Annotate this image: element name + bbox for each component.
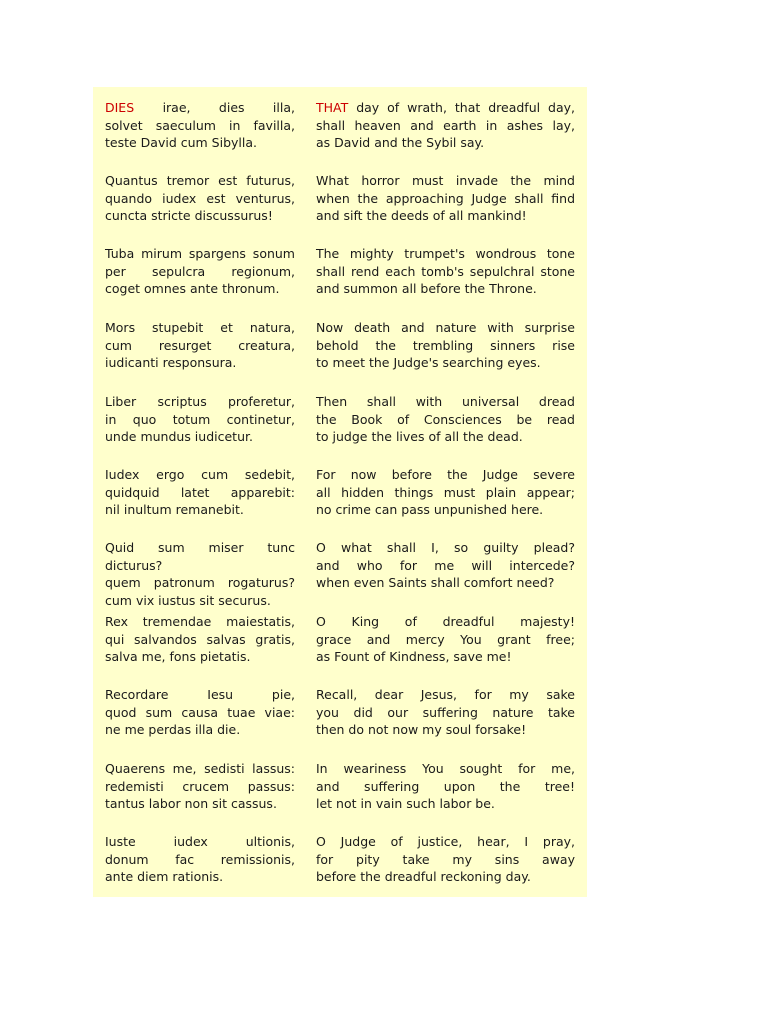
english-verse-line: Recall, dear Jesus, for my sake <box>316 687 575 702</box>
latin-verse-line: ne me perdas illa die. <box>105 722 241 737</box>
latin-verse-line: Mors stupebit et natura, <box>105 320 295 335</box>
english-verse-line: The mighty trumpet's wondrous tone <box>316 246 575 261</box>
latin-verse-line: quidquid latet apparebit: <box>105 484 295 500</box>
latin-verse-line: donum fac remissionis, <box>105 851 295 867</box>
english-stanza <box>316 466 575 519</box>
english-verse-line: grace and mercy You grant free; <box>316 631 575 647</box>
latin-stanza <box>105 99 295 152</box>
english-stanza <box>316 99 575 152</box>
latin-stanza <box>105 833 295 886</box>
english-verse-line: when the approaching Judge shall find <box>316 190 575 206</box>
english-verse-line: shall heaven and earth in ashes lay, <box>316 117 575 133</box>
english-stanza <box>316 833 575 886</box>
latin-lead-word: DIES <box>105 100 135 115</box>
english-verse-line: In weariness You sought for me, <box>316 761 575 776</box>
english-verse-line: and suffering upon the tree! <box>316 778 575 794</box>
latin-stanza <box>105 319 295 372</box>
english-verse-line: when even Saints shall comfort need? <box>316 575 555 590</box>
english-verse-line: as Fount of Kindness, save me! <box>316 649 512 664</box>
english-verse-line: as David and the Sybil say. <box>316 135 485 150</box>
latin-stanza <box>105 466 295 519</box>
latin-verse-line: Iudex ergo cum sedebit, <box>105 467 295 482</box>
english-verse-line: O King of dreadful majesty! <box>316 614 575 629</box>
latin-verse-line: salva me, fons pietatis. <box>105 649 251 664</box>
english-lead-word: THAT <box>316 100 349 115</box>
latin-verse-line: Liber scriptus proferetur, <box>105 394 295 409</box>
english-verse-line: to meet the Judge's searching eyes. <box>316 355 541 370</box>
english-stanza <box>316 539 575 592</box>
latin-stanza <box>105 245 295 298</box>
latin-verse-line: Quid sum miser tunc dicturus? <box>105 540 295 573</box>
english-verse-line: to judge the lives of all the dead. <box>316 429 523 444</box>
latin-stanza <box>105 393 295 446</box>
latin-verse-line: Rex tremendae maiestatis, <box>105 614 295 629</box>
latin-verse-line: unde mundus iudicetur. <box>105 429 253 444</box>
latin-verse-line: ante diem rationis. <box>105 869 224 884</box>
english-verse-line: O Judge of justice, hear, I pray, <box>316 834 575 849</box>
english-stanza <box>316 686 575 739</box>
english-verse-line: behold the trembling sinners rise <box>316 337 575 353</box>
english-verse-line: Now death and nature with surprise <box>316 320 575 335</box>
english-verse-line: you did our suffering nature take <box>316 704 575 720</box>
latin-stanza <box>105 539 295 609</box>
latin-verse-line: teste David cum Sibylla. <box>105 135 257 150</box>
latin-verse-line: iudicanti responsura. <box>105 355 237 370</box>
latin-stanza <box>105 613 295 666</box>
latin-verse-line: coget omnes ante thronum. <box>105 281 280 296</box>
latin-verse-line: nil inultum remanebit. <box>105 502 244 517</box>
latin-verse-line: Quantus tremor est futurus, <box>105 173 295 188</box>
latin-verse-line: quod sum causa tuae viae: <box>105 704 295 720</box>
english-stanza <box>316 613 575 666</box>
english-verse-line: For now before the Judge severe <box>316 467 575 482</box>
english-verse-line: Then shall with universal dread <box>316 394 575 409</box>
english-verse-line: and summon all before the Throne. <box>316 281 537 296</box>
latin-verse-line: Recordare Iesu pie, <box>105 687 295 702</box>
english-stanza <box>316 393 575 446</box>
english-stanza <box>316 245 575 298</box>
latin-stanza <box>105 686 295 739</box>
english-stanza <box>316 172 575 225</box>
english-verse-line: O what shall I, so guilty plead? <box>316 540 575 555</box>
english-verse-line: let not in vain such labor be. <box>316 796 495 811</box>
latin-stanza <box>105 760 295 813</box>
latin-verse-line: Tuba mirum spargens sonum <box>105 246 295 261</box>
latin-verse-line: cum resurget creatura, <box>105 337 295 353</box>
english-verse-line: and sift the deeds of all mankind! <box>316 208 527 223</box>
latin-verse-line: quando iudex est venturus, <box>105 190 295 206</box>
english-verse-line: for pity take my sins away <box>316 851 575 867</box>
latin-verse-line: Iuste iudex ultionis, <box>105 834 295 849</box>
latin-verse-line: DIES irae, dies illa, <box>105 100 295 115</box>
english-stanza <box>316 760 575 813</box>
latin-verse-line: per sepulcra regionum, <box>105 263 295 279</box>
english-verse-line: before the dreadful reckoning day. <box>316 869 531 884</box>
latin-verse-line: solvet saeculum in favilla, <box>105 117 295 133</box>
latin-verse-line: qui salvandos salvas gratis, <box>105 631 295 647</box>
english-stanza <box>316 319 575 372</box>
latin-verse-line: cum vix iustus sit securus. <box>105 592 271 608</box>
english-verse-line: no crime can pass unpunished here. <box>316 502 544 517</box>
english-verse-line: then do not now my soul forsake! <box>316 722 527 737</box>
english-verse-line: THAT day of wrath, that dreadful day, <box>316 100 575 115</box>
english-verse-line: What horror must invade the mind <box>316 173 575 188</box>
english-verse-line: shall rend each tomb's sepulchral stone <box>316 263 575 279</box>
english-verse-line: all hidden things must plain appear; <box>316 484 575 500</box>
latin-verse-line: cuncta stricte discussurus! <box>105 208 273 223</box>
latin-verse-line: in quo totum continetur, <box>105 411 295 427</box>
latin-verse-line: quem patronum rogaturus? <box>105 575 295 590</box>
latin-verse-line: tantus labor non sit cassus. <box>105 796 277 811</box>
english-verse-line: and who for me will intercede? <box>316 557 575 573</box>
latin-stanza <box>105 172 295 225</box>
latin-verse-line: Quaerens me, sedisti lassus: <box>105 761 295 776</box>
english-verse-line: the Book of Consciences be read <box>316 411 575 427</box>
latin-verse-line: redemisti crucem passus: <box>105 778 295 794</box>
